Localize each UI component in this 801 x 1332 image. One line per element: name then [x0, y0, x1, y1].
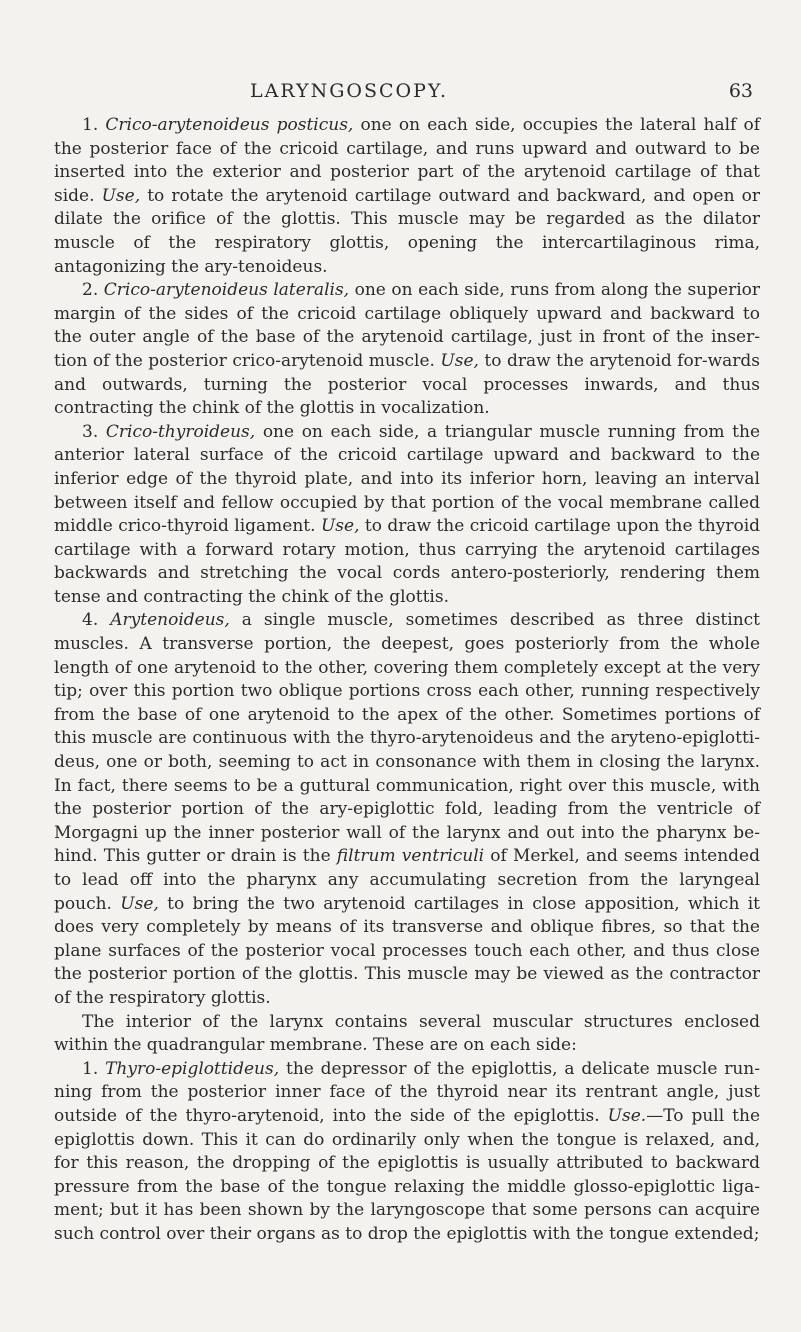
muscle-name: Crico-thyroideus, [105, 421, 256, 442]
paragraph-arytenoideus: 4. Arytenoideus, a single muscle, sometimes described as three distinct muscles. A transverse portion, the deepest, goes posteriorly from the whole length of one arytenoid to the other, covering them completely except at the very tip; over this portion two oblique portions cross each other, running respectively from the base of one arytenoid to the apex of the other. Sometimes portions of this muscle are continuous with the thyro-arytenoideus and the aryteno-epiglotti-deus, one or both, seeming to act in consonance with them in closing the larynx. In fact, there seems to be a guttural communication, right over this muscle, with the posterior portion of the ary-epiglottic fold, leading from the ventricle of Morgagni up the inner posterior wall of the larynx and out into the pharynx be-hind. This gutter or drain is the filtrum ventriculi of Merkel, and seems intended to lead off into the pharynx any accumulating secretion from the laryngeal pouch. Use, to bring the two arytenoid cartilages in close apposition, which it does very completely by means of its transverse and oblique fibres, so that the plane surfaces of the posterior vocal processes touch each other, and thus close the posterior portion of the glottis. This muscle may be viewed as the contractor of the respiratory glottis. [54, 610, 760, 1008]
filtrum-term: filtrum ventriculi [336, 846, 485, 867]
item-number: 3. [82, 421, 99, 442]
page-header [250, 80, 753, 104]
use-label: Use, [101, 185, 141, 206]
item-number: 1. [82, 1058, 99, 1079]
paragraph-crico-thyroideus: 3. Crico-thyroideus, one on each side, a triangular muscle running from the anterior lateral surface of the cricoid cartilage upward and backward to the inferior edge of the thyroid plate, and into its inferior horn, leaving an interval between itself and fellow occupied by that portion of the vocal membrane called middle crico-thyroid ligament. Use, to draw the cricoid cartilage upon the thyroid cartilage with a forward rotary motion, thus carrying the arytenoid cartilages backwards and stretching the vocal cords antero-posteriorly, rendering them tense and contracting the chink of the glottis. [54, 421, 761, 607]
muscle-name: Crico-arytenoideus lateralis, [103, 280, 350, 301]
use-label: Use, [320, 516, 360, 537]
muscle-name: Crico-arytenoideus posticus, [105, 115, 354, 135]
paragraph-crico-arytenoideus-lateralis: 2. Crico-arytenoideus lateralis, one on each side, runs from along the superior margin of the sides of the cricoid cartilage obliquely upward and backward to the outer angle of the base of the arytenoid cartilage, just in front of the inser-tion of the posterior crico-arytenoid muscle. Use, to draw the arytenoid for-wards and outwards, turning the posterior vocal processes inwards, and thus contracting the chink of the glottis in vocalization. [54, 280, 760, 419]
use-label: Use. [607, 1105, 647, 1126]
item-number: 2. [82, 280, 99, 301]
use-label: Use, [440, 350, 479, 371]
use-label: Use, [120, 893, 159, 914]
page-number: 63 [728, 80, 753, 102]
muscle-name: Arytenoideus, [110, 610, 230, 631]
body-text [54, 114, 760, 1247]
running-title: LARYNGOSCOPY. [250, 80, 449, 102]
item-number: 1. [82, 115, 99, 135]
item-number: 4. [82, 610, 99, 631]
paragraph-interior-larynx: The interior of the larynx contains several muscular structures enclosed within the quadrangular membrane. These are on each side: [54, 1011, 760, 1056]
paragraph-thyro-epiglottideus: 1. Thyro-epiglottideus, the depressor of the epiglottis, a delicate muscle run-ning from the posterior inner face of the thyroid near its rentrant angle, just outside of the thyro-arytenoid, into the side of the epiglottis. Use.—To pull the epiglottis down. This it can do ordinarily only when the tongue is relaxed, and, for this reason, the dropping of the epiglottis is usually attributed to backward pressure from the base of the tongue relaxing the middle glosso-epiglottic liga-ment; but it has been shown by the laryngoscope that some persons can acquire such control over their organs as to drop the epiglottis with the tongue extended; [54, 1058, 761, 1244]
paragraph-crico-arytenoideus-posticus: 1. Crico-arytenoideus posticus, one on each side, occupies the lateral half of the posterior face of the cricoid cartilage, and runs upward and outward to be inserted into the exterior and posterior part of the arytenoid cartilage of that side. Use, to rotate the arytenoid cartilage outward and backward, and open or dilate the orifice of the glottis. This muscle may be regarded as the dilator muscle of the respiratory glottis, opening the intercartilaginous rima, antagonizing the ary-tenoideus. [54, 115, 760, 277]
muscle-name: Thyro-epiglottideus, [105, 1058, 280, 1079]
